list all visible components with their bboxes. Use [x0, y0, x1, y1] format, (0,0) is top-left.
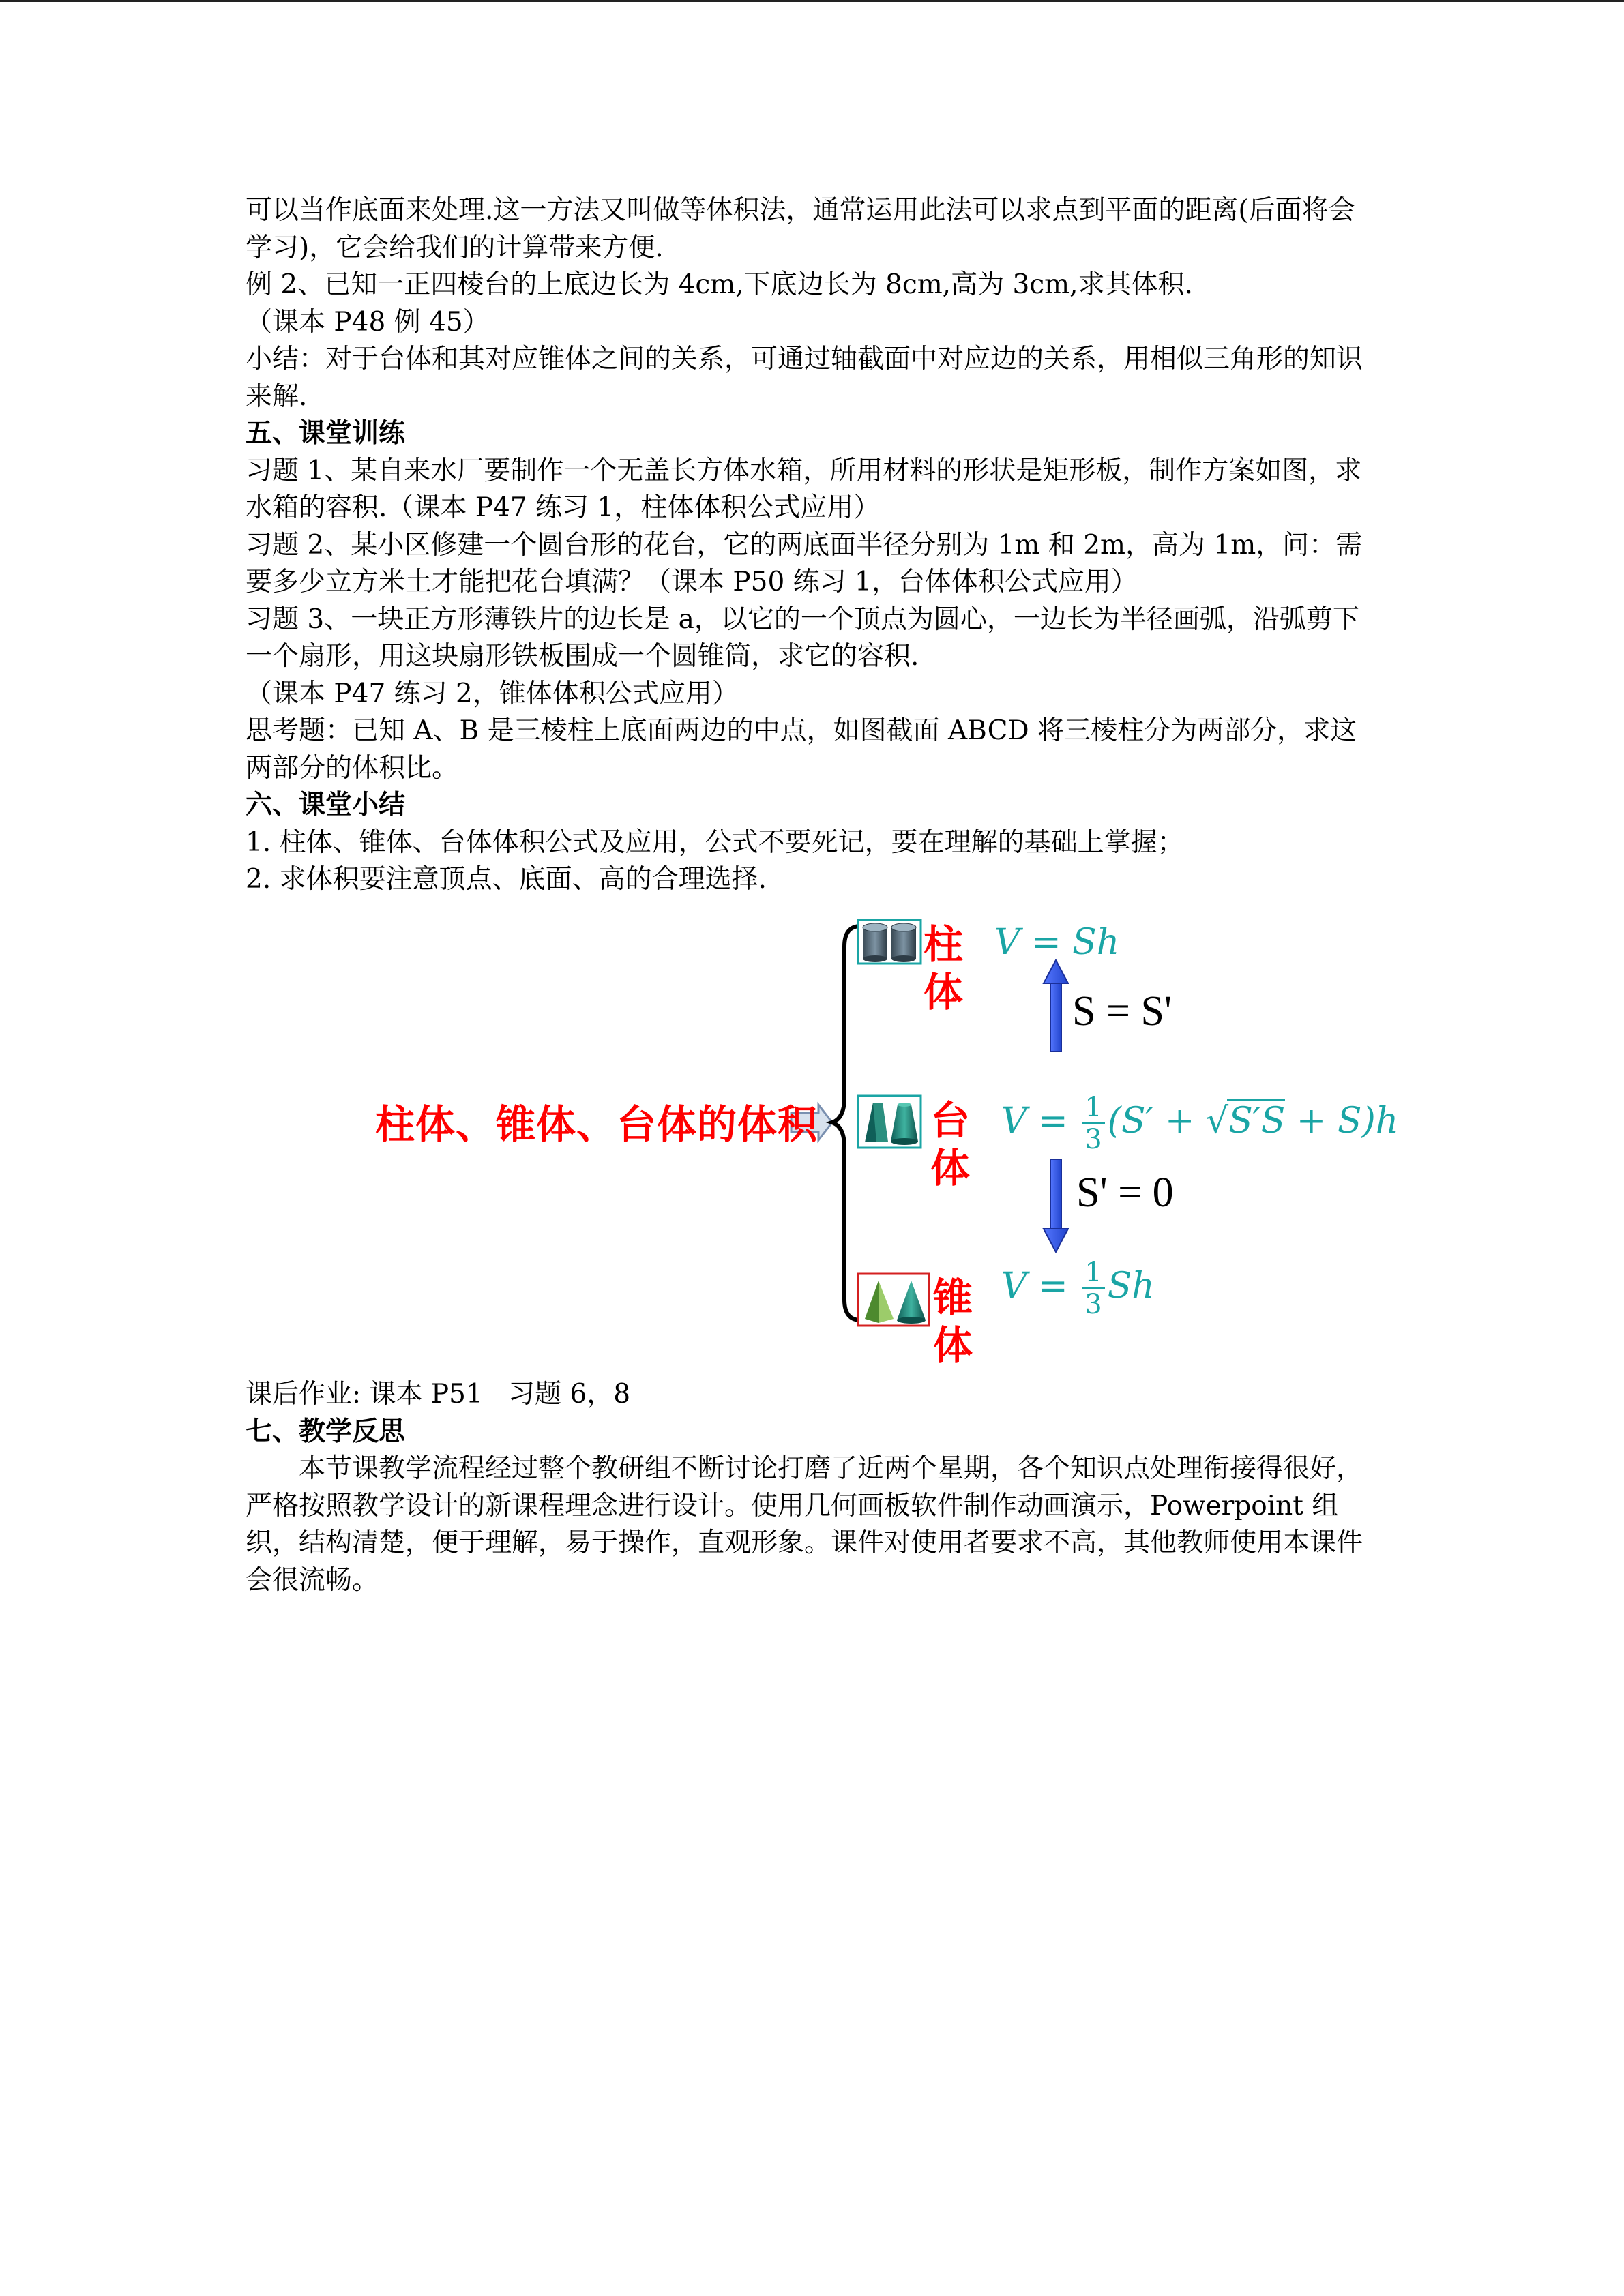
fraction-numerator: 1	[1082, 1257, 1104, 1289]
arrow-up-icon	[1044, 960, 1068, 1052]
curly-brace	[832, 926, 861, 1320]
formula-prefix: V =	[1001, 1266, 1068, 1307]
reflection-paragraph: 本节课教学流程经过整个教研组不断讨论打磨了近两个星期，各个知识点处理衔接得很好，严格按照教学设计的新课程理念进行设计。使用几何画板软件制作动画演示，Powerpoint 组织，结构清楚，便于理解，易于操作，直观形象。课件对使用者要求不高，其他教师使用本课件会很流畅。	[246, 1453, 1363, 1596]
fraction	[1082, 1092, 1104, 1154]
lesson-text	[246, 192, 1378, 899]
cone-formula	[1001, 1257, 1155, 1320]
prism-solid-icon	[891, 923, 916, 962]
condition-up: S = S'	[1072, 988, 1172, 1034]
paragraph: 1. 柱体、锥体、台体体积公式及应用，公式不要死记，要在理解的基础上掌握；	[246, 826, 1184, 858]
paragraph: 可以当作底面来处理.这一方法又叫做等体积法，通常运用此法可以求点到平面的距离(后面将会学习)，它会给我们的计算带来方便.	[246, 195, 1355, 263]
homework-line: 课后作业: 课本 P51 习题 6，8	[246, 1379, 631, 1410]
formula-body: Sh	[1107, 1266, 1155, 1307]
section-heading: 五、课堂训练	[246, 418, 406, 449]
paragraph: 思考题：已知 A、B 是三棱柱上底面两边的中点，如图截面 ABCD 将三棱柱分为两部分，求这两部分的体积比。	[246, 715, 1357, 784]
prism-formula: V = Sh	[994, 922, 1120, 963]
paragraph: 习题 3、一块正方形薄铁片的边长是 a，以它的一个顶点为圆心，一边长为半径画弧，沿弧剪下一个扇形，用这块扇形铁板围成一个圆锥筒，求它的容积.	[246, 603, 1359, 672]
paragraph: 习题 2、某小区修建一个圆台形的花台，它的两底面半径分别为 1m 和 2m，高为 1m，问：需要多少立方米土才能把花台填满？（课本 P50 练习 1，台体体积公式应用）	[246, 529, 1363, 597]
condition-down: S' = 0	[1076, 1169, 1174, 1216]
paragraph: （课本 P47 练习 2，锥体体积公式应用）	[246, 678, 739, 709]
formula-body-a: (S′ +	[1107, 1101, 1206, 1142]
frustum-label: 台体	[930, 1097, 970, 1191]
fraction-denominator: 3	[1084, 1124, 1102, 1155]
sqrt-sign: √	[1206, 1101, 1229, 1142]
cylinder-icon	[863, 923, 887, 962]
cone-label: 锥体	[932, 1274, 973, 1369]
paragraph: 2. 求体积要注意顶点、底面、高的合理选择.	[246, 864, 767, 895]
diagram-title: 柱体、锥体、台体的体积	[375, 1101, 818, 1148]
fraction	[1082, 1257, 1104, 1320]
section-heading: 七、教学反思	[246, 1416, 406, 1447]
paragraph: 习题 1、某自来水厂要制作一个无盖长方体水箱，所用材料的形状是矩形板，制作方案如图，求水箱的容积.（课本 P47 练习 1，柱体体积公式应用）	[246, 455, 1362, 523]
paragraph: （课本 P48 例 45）	[246, 306, 490, 338]
fraction-numerator: 1	[1082, 1092, 1104, 1124]
arrow-down-icon	[1044, 1159, 1068, 1252]
closing-text	[246, 1376, 1378, 1599]
frustum-formula	[1001, 1092, 1398, 1154]
formula-body-b: + S)h	[1285, 1101, 1399, 1142]
formula-prefix: V =	[1001, 1101, 1068, 1142]
prism-label: 柱体	[923, 921, 963, 1015]
paragraph: 例 2、已知一正四棱台的上底边长为 4cm,下底边长为 8cm,高为 3cm,求其体积.	[246, 269, 1193, 300]
page-top-border	[0, 0, 1624, 2]
formula-sqrt: S′S	[1227, 1099, 1285, 1142]
fraction-denominator: 3	[1084, 1289, 1102, 1320]
section-heading: 六、课堂小结	[246, 790, 406, 820]
paragraph: 小结：对于台体和其对应锥体之间的关系，可通过轴截面中对应边的关系，用相似三角形的知识来解.	[246, 344, 1363, 412]
volume-formula-diagram	[355, 914, 1399, 1377]
